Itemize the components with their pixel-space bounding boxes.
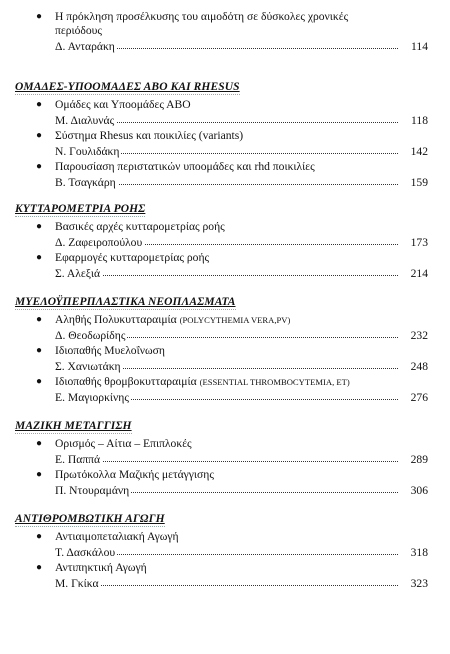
- section-heading: ΚΥΤΤΑΡΟΜΕΤΡΙΑ ΡΟΗΣ: [15, 203, 146, 215]
- entry-author-row: [55, 482, 428, 499]
- entry-author: Ε. Μαγιορκίνης: [55, 391, 129, 404]
- dot-leader: [55, 461, 400, 462]
- bullet-icon: ●: [36, 161, 43, 172]
- entry-title-annotation: (POLYCYTHEMIA VERA,PV): [179, 315, 291, 325]
- dot-leader: [55, 275, 400, 276]
- entry-title-text: Βασικές αρχές κυτταρομετρίας ροής: [55, 220, 225, 233]
- section-heading: ΜΑΖΙΚΗ ΜΕΤΑΓΓΙΣΗ: [15, 420, 132, 432]
- section-heading: ΑΝΤΙΘΡΟΜΒΩΤΙΚΗ ΑΓΩΓΗ: [15, 513, 165, 525]
- bullet-icon: ●: [36, 376, 43, 387]
- toc-entry: [0, 530, 450, 561]
- entry-title: [0, 561, 450, 575]
- entry-page-number: 323: [398, 575, 428, 592]
- entry-author-row: [55, 38, 428, 55]
- toc-entry: [0, 437, 450, 468]
- bullet-icon: ●: [36, 469, 43, 480]
- toc-entry: [0, 251, 450, 282]
- bullet-icon: ●: [36, 252, 43, 263]
- entry-title: [0, 251, 450, 265]
- entry-title: [0, 468, 450, 482]
- entry-page-number: 306: [398, 482, 428, 499]
- bullet-icon: ●: [36, 562, 43, 573]
- section-heading: ΟΜΑΔΕΣ-ΥΠΟΟΜΑΔΕΣ ΑΒΟ ΚΑΙ RHESUS: [15, 81, 240, 93]
- entry-author-row: [55, 451, 428, 468]
- entry-title-text: Ομάδες και Υποομάδες ΑΒΟ: [55, 98, 191, 111]
- bullet-icon: ●: [36, 438, 43, 449]
- entry-author: Π. Ντουραμάνη: [55, 484, 130, 497]
- entry-page-number: 318: [398, 544, 428, 561]
- entry-title-text: Αληθής Πολυκυτταραιμία: [55, 313, 177, 326]
- toc-sections: [0, 77, 450, 592]
- toc-entry: [0, 160, 450, 191]
- entry-title: [0, 129, 450, 143]
- entry-author: Μ. Γκίκα: [55, 577, 99, 590]
- section-heading: ΜΥΕΛΟΫΠΕΡΠΛΑΣΤΙΚΑ ΝΕΟΠΛΑΣΜΑΤΑ: [15, 296, 236, 308]
- toc-entry: [0, 313, 450, 344]
- toc-section: [0, 292, 450, 406]
- entry-title: [0, 530, 450, 544]
- entry-title-text: Αντιπηκτική Αγωγή: [55, 561, 147, 574]
- entry-author-row: [55, 265, 428, 282]
- entry-title: [0, 313, 450, 327]
- entry-author-row: [55, 575, 428, 592]
- entry-page-number: 276: [398, 389, 428, 406]
- entry-title-text: Αντιαιμοπεταλιακή Αγωγή: [55, 530, 179, 543]
- toc-section: [0, 77, 450, 191]
- bullet-icon: ●: [36, 99, 43, 110]
- toc-entry: [0, 220, 450, 251]
- entry-title-text: Σύστημα Rhesus και ποικιλίες (variants): [55, 129, 244, 142]
- entry-page-number: 173: [398, 234, 428, 251]
- bullet-icon: ●: [36, 11, 43, 22]
- entry-title: [0, 220, 450, 234]
- entry-title-text: Ιδιοπαθής θρομβοκυτταραιμία: [55, 375, 197, 388]
- toc-entry: [0, 98, 450, 129]
- bullet-icon: ●: [36, 531, 43, 542]
- entry-author-row: [55, 358, 428, 375]
- bullet-icon: ●: [36, 314, 43, 325]
- entry-page-number: 118: [398, 112, 428, 129]
- entry-title-text: Εφαρμογές κυτταρομετρίας ροής: [55, 251, 210, 264]
- entry-page-number: 214: [398, 265, 428, 282]
- entry-author: Δ. Ανταράκη: [55, 40, 115, 53]
- entry-author: Τ. Δασκάλου: [55, 546, 116, 559]
- entry-author: Σ. Χανιωτάκη: [55, 360, 121, 373]
- toc-entry: [0, 561, 450, 592]
- entry-author-row: [55, 234, 428, 251]
- entry-title-text: Ιδιοπαθής Μυελοΐνωση: [55, 344, 165, 357]
- toc-section: [0, 509, 450, 592]
- entry-page-number: 232: [398, 327, 428, 344]
- entry-title-annotation: (ESSENTIAL THROMBOCYTEMIA, ET): [199, 377, 350, 387]
- dot-leader: [55, 585, 400, 586]
- toc-section: [0, 416, 450, 499]
- entry-author-row: [55, 112, 428, 129]
- toc-section: [0, 199, 450, 282]
- toc-entry: [0, 375, 450, 406]
- toc-entry: [0, 468, 450, 499]
- toc-entry: [0, 129, 450, 160]
- entry-author-row: [55, 389, 428, 406]
- entry-title: [0, 437, 450, 451]
- entry-page-number: 142: [398, 143, 428, 160]
- entry-title-text: Πρωτόκολλα Μαζικής μετάγγισης: [55, 468, 214, 481]
- entry-author: Δ. Ζαφειροπούλου: [55, 236, 143, 249]
- entry-author-row: [55, 174, 428, 191]
- entry-page-number: 114: [398, 38, 428, 55]
- bullet-icon: ●: [36, 345, 43, 356]
- entry-author: Ε. Παππά: [55, 453, 101, 466]
- entry-author-row: [55, 327, 428, 344]
- entry-title-text: Παρουσίαση περιστατικών υποομάδες και rhd ποικιλίες: [55, 160, 315, 173]
- toc-entry-top: [0, 10, 450, 55]
- entry-title: ● Η πρόκληση προσέλκυσης του αιμοδότη σε δύσκολες χρονικές περιόδους: [36, 10, 349, 37]
- entry-title: [0, 375, 450, 389]
- entry-author: Ν. Γουλιδάκη: [55, 145, 120, 158]
- entry-author: Μ. Διαλυνάς: [55, 114, 115, 127]
- entry-title: [0, 98, 450, 112]
- bullet-icon: ●: [36, 221, 43, 232]
- entry-author-row: [55, 143, 428, 160]
- entry-author-row: [55, 544, 428, 561]
- entry-author: Σ. Αλεξιά: [55, 267, 101, 280]
- entry-page-number: 289: [398, 451, 428, 468]
- entry-page-number: 159: [398, 174, 428, 191]
- toc-entry: [0, 344, 450, 375]
- entry-author: Β. Τσαγκάρη: [55, 176, 116, 189]
- entry-page-number: 248: [398, 358, 428, 375]
- entry-title-text: Ορισμός – Αίτια – Επιπλοκές: [55, 437, 192, 450]
- entry-author: Δ. Θεοδωρίδης: [55, 329, 126, 342]
- bullet-icon: ●: [36, 130, 43, 141]
- entry-title: [0, 344, 450, 358]
- entry-title: [0, 160, 450, 174]
